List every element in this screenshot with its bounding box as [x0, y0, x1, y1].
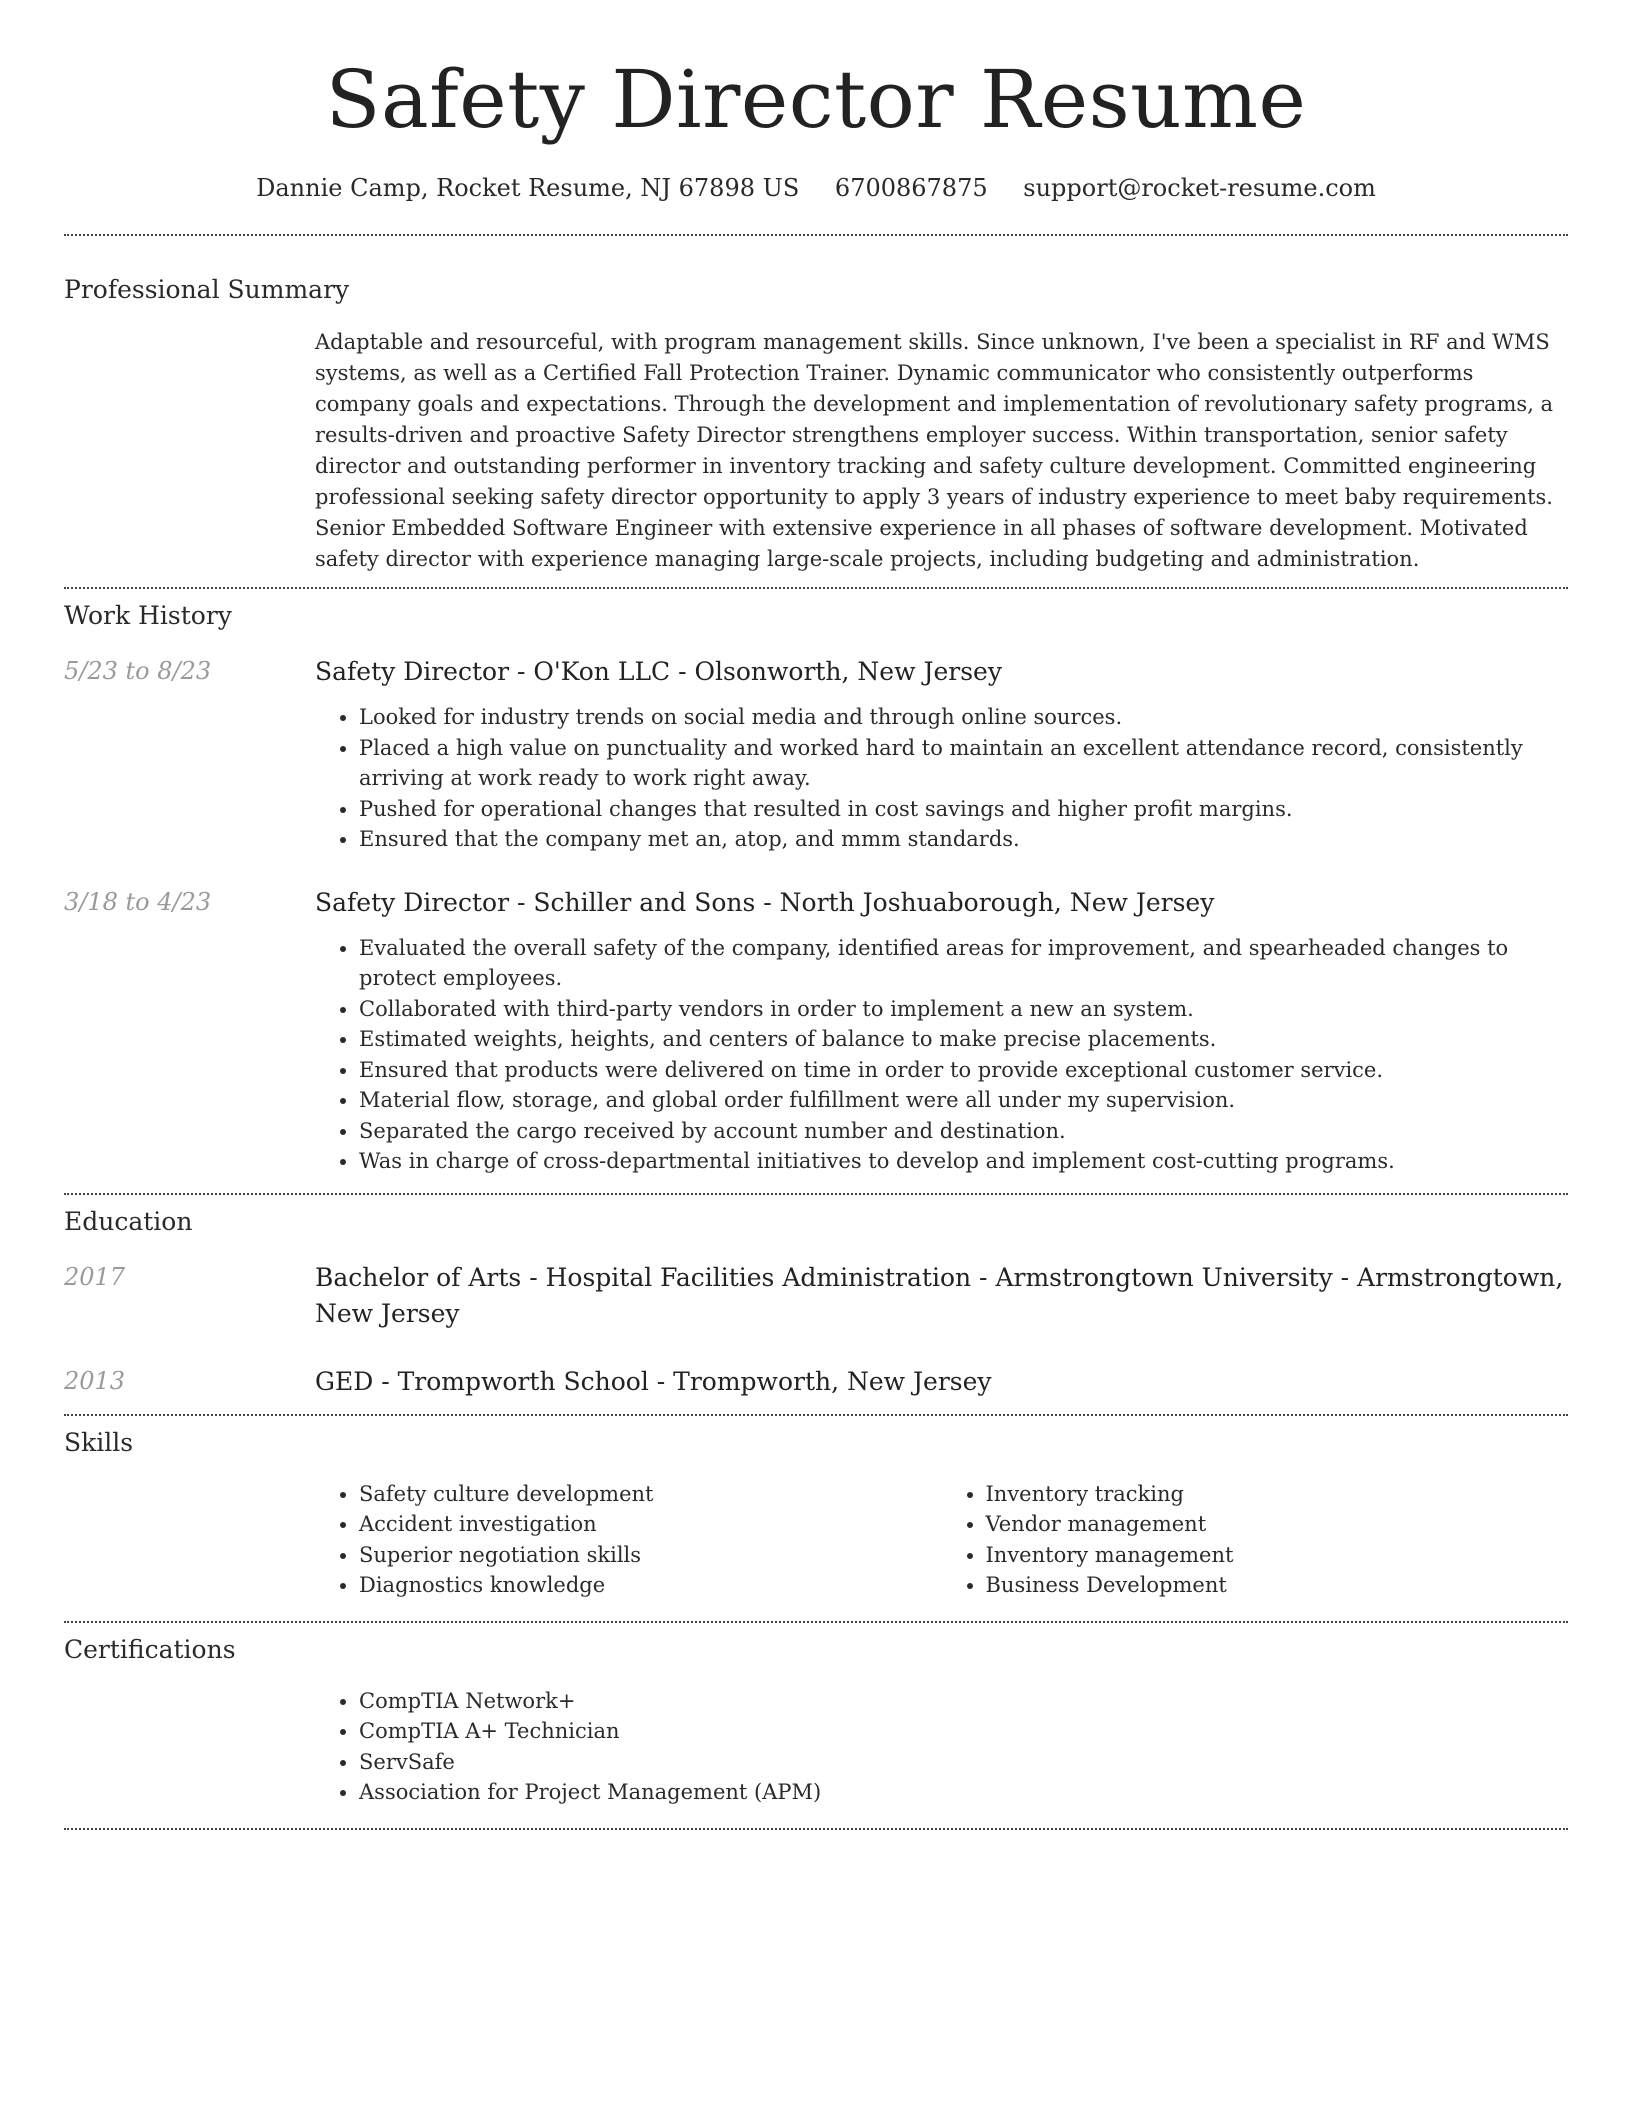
education-entry [64, 1260, 1568, 1332]
divider [64, 1621, 1568, 1623]
list-item: • Inventory tracking [986, 1479, 1569, 1510]
list-item: • CompTIA Network+ [359, 1686, 1568, 1717]
section-title-work: Work History [64, 601, 232, 630]
job-date: 3/18 to 4/23 [64, 887, 212, 916]
list-item: • Was in charge of cross-departmental initiatives to develop and implement cost-cutting programs. [359, 1146, 1568, 1177]
section-title-summary: Professional Summary [64, 275, 350, 304]
resume-title: Safety Director Resume [325, 53, 1307, 146]
list-item: • Business Development [986, 1570, 1569, 1601]
job-bullets [315, 933, 1568, 1177]
certifications-list [315, 1686, 1568, 1808]
education-date: 2013 [64, 1366, 126, 1395]
list-item: • Inventory management [986, 1540, 1569, 1571]
education-date: 2017 [64, 1262, 126, 1291]
education-title: Bachelor of Arts - Hospital Facilities Administration - Armstrongtown University - Armstrongtown, New Jersey [315, 1262, 1564, 1328]
list-item: • ServSafe [359, 1747, 1568, 1778]
education-section [64, 1206, 1568, 1400]
list-item: • Ensured that products were delivered on time in order to provide exceptional customer service. [359, 1055, 1568, 1086]
education-title: GED - Trompworth School - Trompworth, New Jersey [315, 1366, 992, 1396]
contact-email: support@rocket-resume.com [1023, 174, 1376, 202]
section-title-skills: Skills [64, 1427, 134, 1457]
job-entry [64, 654, 1568, 855]
job-title: Safety Director - O'Kon LLC - Olsonworth, New Jersey [315, 657, 1002, 686]
skills-list-left [315, 1479, 942, 1601]
divider [64, 1193, 1568, 1195]
list-item: • Separated the cargo received by account number and destination. [359, 1116, 1568, 1147]
list-item: • Ensured that the company met an, atop, and mmm standards. [359, 824, 1568, 855]
job-bullets [315, 702, 1568, 855]
work-history-section [64, 600, 1568, 1177]
contact-address: Dannie Camp, Rocket Resume, NJ 67898 US [256, 174, 800, 202]
education-entry [64, 1364, 1568, 1400]
list-item: • Collaborated with third-party vendors in order to implement a new an system. [359, 994, 1568, 1025]
list-item: • Accident investigation [359, 1509, 942, 1540]
skills-section [64, 1427, 1568, 1601]
job-entry [64, 885, 1568, 1177]
section-title-certifications: Certifications [64, 1634, 236, 1664]
summary-text: Adaptable and resourceful, with program management skills. Since unknown, I've been a specialist in RF and WMS systems, as well as a Certified Fall Protection Trainer. Dynamic communicator who consistently outperforms company goals and expectations. Through the development and implementation of revolutionary safety programs, a results-driven and proactive Safety Director strengthens employer success. Within transportation, senior safety director and outstanding performer in inventory tracking and safety culture development. Committed engineering professional seeking safety director opportunity to apply 3 years of industry experience to meet baby requirements. Senior Embedded Software Engineer with extensive experience in all phases of software development. Motivated safety director with experience managing large-scale projects, including budgeting and administration. [315, 330, 1554, 571]
job-title: Safety Director - Schiller and Sons - North Joshuaborough, New Jersey [315, 887, 1215, 917]
list-item: • Material flow, storage, and global order fulfillment were all under my supervision. [359, 1085, 1568, 1116]
divider [64, 1414, 1568, 1416]
divider [64, 234, 1568, 236]
section-title-education: Education [64, 1206, 193, 1236]
certifications-section [64, 1634, 1568, 1808]
skills-list-right [942, 1479, 1569, 1601]
list-item: • Looked for industry trends on social media and through online sources. [359, 702, 1568, 733]
divider [64, 587, 1568, 589]
job-date: 5/23 to 8/23 [64, 657, 212, 685]
contact-line [64, 172, 1568, 204]
list-item: • Evaluated the overall safety of the company, identified areas for improvement, and spearheaded changes to protect employees. [359, 933, 1568, 994]
list-item: • Association for Project Management (APM) [359, 1777, 1568, 1808]
list-item: • Diagnostics knowledge [359, 1570, 942, 1601]
list-item: • Placed a high value on punctuality and worked hard to maintain an excellent attendance record, consistently arriving at work ready to work right away. [359, 733, 1568, 794]
list-item: • Vendor management [986, 1509, 1569, 1540]
contact-phone: 6700867875 [834, 174, 988, 202]
list-item: • Superior negotiation skills [359, 1540, 942, 1571]
list-item: • Estimated weights, heights, and centers of balance to make precise placements. [359, 1024, 1568, 1055]
list-item: • Pushed for operational changes that resulted in cost savings and higher profit margins. [359, 794, 1568, 825]
summary-section [64, 274, 1568, 575]
divider [64, 1828, 1568, 1830]
list-item: • Safety culture development [359, 1479, 942, 1510]
list-item: • CompTIA A+ Technician [359, 1716, 1568, 1747]
